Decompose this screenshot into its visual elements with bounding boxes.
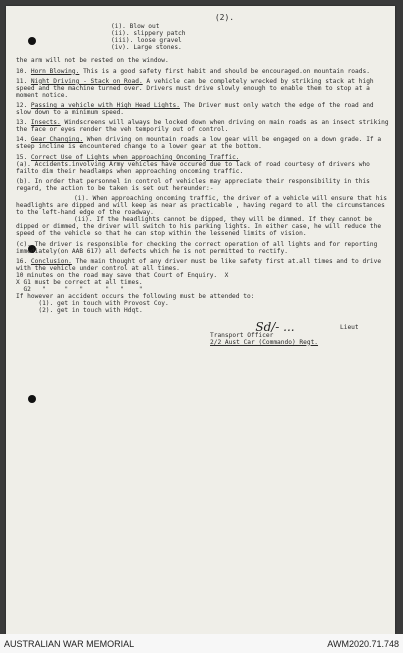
paragraph-10 — [16, 68, 389, 75]
para-text: The main thought of any driver must be like safety first at.all times and to drive with the vehicle under control at all times. — [16, 257, 385, 272]
para-number: 10. — [16, 67, 28, 75]
signature-rank: Lieut — [340, 324, 359, 332]
conclusion-line: 10 minutes on the road may save that Court of Enquiry. X — [16, 271, 229, 279]
punch-hole — [28, 395, 36, 403]
paragraph-15 — [16, 154, 389, 161]
list-item: (iii). loose gravel — [111, 37, 182, 45]
para-heading: Night Driving - Stack on Road. — [30, 77, 143, 85]
conclusion-line: G2 " " " " " " — [16, 286, 143, 294]
para-heading: Passing a vehicle with High Head Lights. — [30, 101, 180, 109]
footer-accession: AWM2020.71.748 — [327, 638, 399, 649]
para-number: 11. — [16, 77, 28, 85]
footer-institution: AUSTRALIAN WAR MEMORIAL — [4, 638, 135, 649]
para-number: 12. — [16, 101, 28, 109]
paragraph-16 — [16, 258, 389, 272]
list-item: (iv). Large stones. — [111, 44, 182, 52]
typed-text — [16, 13, 393, 346]
para-text: When driving on mountain roads a low gear will be engaged on a down grade. If a steep incline is encountered change to a lower gear at the bottom. — [16, 136, 385, 151]
paragraph-15a: (a). Accidents.involving Army vehicles have occured due to lack of road courtesy of drivers who failto dim their headlamps when approaching oncoming traffic. — [16, 160, 374, 175]
para-text: (ii). If the headlights cannot be dipped, they will be dimmed. If they cannot be dipped or dimmed, the driver will switch to his parking lights. In either case, he will reduce the speed of the vehicle so that he can stop within the lessened limits of vision. — [16, 216, 385, 238]
list-item: (i). Blow out — [111, 23, 160, 31]
paragraph-11 — [16, 78, 389, 99]
paragraph-15b-ii — [16, 216, 389, 237]
para-text: This is a good safety first habit and should be encouraged.on mountain roads. — [79, 67, 370, 75]
para-text: Windscreens will always be locked down when driving on main roads as an insect striking the face or eyes render the veh temporily out of control. — [16, 119, 393, 134]
page-number: (2). — [214, 13, 235, 22]
para-text: The Driver must only watch the edge of the road and slow down to a minimum speed. — [16, 101, 378, 117]
signature-unit: 2/2 Aust Car (Commando) Regt. — [210, 338, 319, 346]
para-number: 14. — [16, 136, 28, 144]
archive-footer — [0, 634, 403, 653]
paragraph-14 — [16, 136, 389, 150]
para-text: A vehicle can be completely wrecked by striking stack at high speed and the machine turned over. Drivers must drive slowly enough to enable them to stop at a moment notice. — [16, 77, 378, 99]
paragraph-15b-i — [16, 195, 389, 216]
para-number: 15. — [16, 153, 28, 161]
paragraph-12 — [16, 102, 389, 116]
conclusion-line: (2). get in touch with Hdqt. — [16, 307, 143, 315]
conclusion-line: X G1 must be correct at all times. — [16, 279, 143, 286]
signature-block — [210, 320, 389, 346]
window-line: the arm will not be rested on the window. — [16, 57, 169, 65]
list-item: (ii). slippery patch — [111, 30, 186, 38]
para-heading: Conclusion. — [30, 257, 72, 265]
conclusion-line: (1). get in touch with Provost Coy. — [16, 300, 169, 308]
handwritten-signature: Sd/- ... — [255, 320, 295, 335]
para-heading: Insects. — [30, 119, 61, 127]
hazard-list — [111, 23, 389, 51]
para-heading: Correct Use of Lights when approaching Oncoming Traffic. — [30, 153, 240, 161]
para-number: 13. — [16, 119, 28, 127]
para-number: 16. — [16, 257, 28, 265]
conclusion-line: If however an accident occurs the following must be attended to: — [16, 293, 255, 301]
para-text: (i). When approaching oncoming traffic, the driver of a vehicle will ensure that his headlights are dipped and will keep as near as practicable , having regard to all the circumstances to the left-hand edge of the roadway. — [16, 194, 391, 217]
paragraph-15c: (c). The driver is responsible for checking the correct operation of all lights and for reporting immediately(on AAB 617) all defects which he is not permitted to rectify. — [16, 240, 382, 255]
para-heading: Horn Blowing. — [30, 67, 80, 75]
paragraph-15b: (b). In order that personnel in control of vehicles may appreciate their responsibility in this regard, the action to be taken is set out hereunder:- — [16, 177, 374, 192]
document-page — [6, 6, 395, 634]
paragraph-13 — [16, 119, 393, 134]
signature-title: Transport Officer — [210, 331, 274, 339]
para-heading: Gear Changing. — [30, 136, 84, 144]
